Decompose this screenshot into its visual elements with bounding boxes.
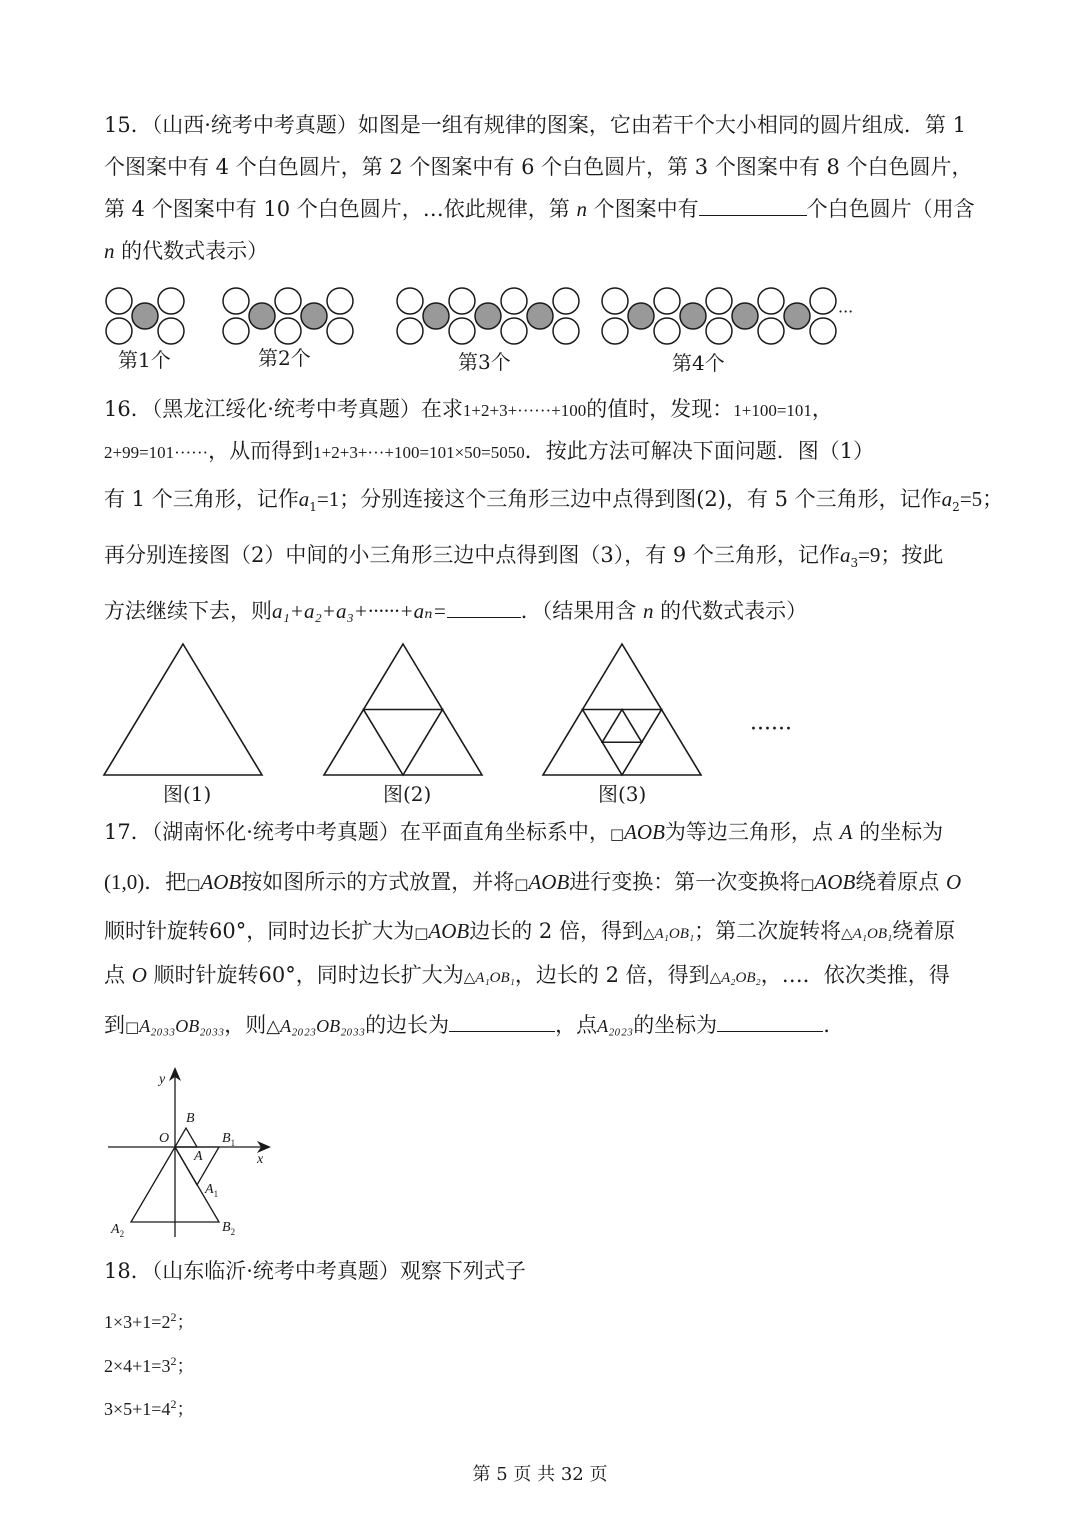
label-y: y (159, 1072, 166, 1087)
q17-line-4-a: 点 (104, 963, 132, 987)
pattern-caption-1: 第1个 (118, 348, 171, 372)
point-a: A (839, 820, 853, 844)
triangle-a2ob2: △A₂OB₂ (709, 970, 761, 986)
q16-line-3-b: ；分别连接这个三角形三边中点得到图(2)，有 5 个三角形，记作 (339, 487, 942, 511)
gray-circle (301, 303, 327, 329)
q16-line-2-a: ，从而得到 (208, 439, 314, 463)
white-circle (602, 288, 628, 314)
q17-line-1 (104, 817, 943, 849)
label-o: O (159, 1131, 170, 1146)
sum-pair-expression: 1+100=101 (733, 401, 812, 420)
q17-line-1-a: 17．（湖南怀化·统考中考真题）在平面直角坐标系中， (104, 820, 610, 844)
triangle-a2023ob2033: △A₂₀₂₃OB₂₀₃₃ (266, 1016, 366, 1036)
white-circle (758, 288, 784, 314)
white-circle (158, 318, 184, 344)
q16-line-5-c: 的代数式表示） (653, 599, 808, 623)
label-x: x (257, 1152, 264, 1167)
white-circle (223, 318, 249, 344)
q17-line-2-b: 按如图所示的方式放置，并将 (241, 870, 515, 894)
subscript: 1 (309, 500, 317, 515)
white-circle (449, 288, 475, 314)
q17-line-5-f: . (823, 1013, 830, 1037)
equation-text: 3×5+1=4 (104, 1399, 171, 1419)
page-footer: 第 5 页 共 32 页 (472, 1464, 608, 1485)
gray-circle (132, 303, 158, 329)
gray-circle (527, 303, 553, 329)
figure-3-inner-triangle (602, 710, 642, 743)
white-circle (654, 318, 680, 344)
triangle-symbol: □ (186, 875, 201, 893)
q17-line-3 (104, 916, 955, 949)
q16-line-3-a: 有 1 个三角形，记作 (104, 487, 299, 511)
white-circle (397, 318, 423, 344)
white-circle (158, 288, 184, 314)
triangle-aob: AOB (200, 870, 242, 894)
white-circle (275, 288, 301, 314)
pattern-caption-3: 第3个 (458, 350, 511, 374)
q16-line-1-b: 的值时，发现： (586, 397, 734, 421)
q16-line-4 (104, 540, 943, 578)
q17-line-1-b: 为等边三角形，点 (664, 820, 840, 844)
q15-line-4 (104, 236, 268, 266)
q18-equation-1 (104, 1302, 194, 1337)
q15-line-3-c: 个白色圆片（用含 (806, 197, 975, 221)
value: =1 (316, 487, 340, 511)
triangle-a1ob1: △A₁OB₁ (642, 926, 695, 942)
q17-line-4-c: ，边长的 2 倍，得到 (514, 963, 710, 987)
pattern-caption-4: 第4个 (672, 351, 725, 375)
q16-line-2-b: ．按此方法可解决下面问题．图（1） (524, 439, 875, 463)
q17-line-5-a: 到 (104, 1013, 125, 1037)
var-n: n (576, 197, 587, 221)
q18-equation-2 (104, 1346, 194, 1381)
white-circle (449, 318, 475, 344)
exponent: 2 (170, 1397, 177, 1411)
q17-line-3-a: 顺时针旋转60°，同时边长扩大为 (104, 919, 415, 943)
triangle-aob: AOB (428, 919, 470, 943)
gray-circle (732, 303, 758, 329)
answer-blank-side-length (449, 1013, 555, 1032)
q18-line-1: 18．（山东临沂·统考中考真题）观察下列式子 (104, 1259, 526, 1283)
q15-line-4-b: 的代数式表示） (114, 239, 269, 263)
q17-line-5-c: 的边长为 (365, 1013, 450, 1037)
triangle-a1ob1: △A₁OB₁ (463, 970, 515, 986)
triangle-figures (100, 640, 820, 780)
white-circle (654, 288, 680, 314)
gray-circle (680, 303, 706, 329)
equation-text: 2×4+1=3 (104, 1356, 171, 1376)
value: =5 (959, 487, 983, 511)
exponent: 2 (170, 1310, 177, 1324)
q15-line-2: 个图案中有 4 个白色圆片，第 2 个图案中有 6 个白色圆片，第 3 个图案中有 8 个白色圆片， (104, 155, 973, 179)
q16-line-5-a: 方法继续下去，则 (104, 599, 272, 623)
gray-circle (249, 303, 275, 329)
point-o: O (945, 870, 962, 894)
q17-line-2 (104, 867, 961, 899)
triangle-a2033ob2033: A₂₀₃₃OB₂₀₃₃ (139, 1016, 225, 1036)
triangle-symbol: □ (800, 875, 815, 893)
q17-line-3-d: 绕着原 (892, 919, 956, 943)
white-circle (706, 318, 732, 344)
white-circle (810, 318, 836, 344)
q17-line-5-e: 的坐标为 (633, 1013, 718, 1037)
figure-caption-2: 图(2) (383, 782, 432, 806)
q16-line-1-c: ， (811, 397, 833, 421)
white-circle (106, 288, 132, 314)
q16-line-2 (104, 436, 874, 468)
q17-line-4-b: 顺时针旋转60°，同时边长扩大为 (146, 963, 464, 987)
label-b: B (186, 1111, 195, 1126)
label-a: A (194, 1149, 203, 1164)
figure-1-triangle (104, 644, 262, 775)
pattern-caption-2: 第2个 (258, 346, 311, 370)
subscript: 3 (850, 556, 859, 571)
circle-pattern-figure (100, 283, 860, 353)
q15-line-1: 15．（山西·统考中考真题）如图是一组有规律的图案，它由若干个大小相同的圆片组成．第 1 (104, 113, 966, 137)
point-o: O (131, 963, 147, 987)
triangle-aob-shape (175, 1128, 197, 1147)
label-b1: $B_1$ (222, 1131, 236, 1148)
q17-line-2-c: 进行变换：第一次变换将 (569, 870, 801, 894)
answer-blank (447, 599, 521, 618)
gray-circle (628, 303, 654, 329)
q15-line-3-b: 个图案中有 (586, 197, 699, 221)
white-circle (553, 318, 579, 344)
gray-circle (784, 303, 810, 329)
gray-circle (475, 303, 501, 329)
total-expression: 1+2+3+···+100=101×50=5050 (313, 443, 525, 462)
exponent: 2 (170, 1354, 177, 1368)
triangle-symbol: □ (125, 1018, 140, 1036)
gray-circle (423, 303, 449, 329)
white-circle (327, 288, 353, 314)
sum-expression: 1+2+3+······+100 (462, 401, 587, 420)
q17-line-5 (104, 1010, 830, 1042)
coordinate: (1,0) (104, 870, 145, 894)
var-a: a (941, 487, 953, 511)
sequence-sum: a₁+a₂+a₃+······+aₙ= (272, 599, 447, 623)
q16-line-1-a: 16．（黑龙江绥化·统考中考真题）在求 (104, 397, 463, 421)
var-a: a (839, 543, 851, 567)
triangle-ellipsis: ······ (750, 717, 792, 742)
white-circle (397, 288, 423, 314)
triangle-aob: AOB (528, 870, 570, 894)
q17-line-4-d: ，…．依次类推，得 (760, 963, 950, 987)
pair-expression: 2+99=101······ (104, 443, 209, 462)
q17-line-3-b: 边长的 2 倍，得到 (469, 919, 643, 943)
q15-line-3-a: 第 4 个图案中有 10 个白色圆片，…依此规律，第 (104, 197, 577, 221)
white-circle (706, 288, 732, 314)
q17-line-4 (104, 960, 950, 993)
triangle-aob: AOB (814, 870, 856, 894)
answer-blank (699, 197, 807, 216)
q16-line-1 (104, 394, 833, 426)
white-circle (106, 318, 132, 344)
white-circle (223, 288, 249, 314)
semicolon: ； (176, 1399, 195, 1419)
label-a2: $A_2$ (111, 1222, 125, 1239)
white-circle (758, 318, 784, 344)
white-circle (602, 318, 628, 344)
q17-line-5-d: ，点 (555, 1013, 598, 1037)
white-circle (810, 288, 836, 314)
triangle-symbol: □ (414, 924, 429, 942)
white-circle (327, 318, 353, 344)
q17-line-2-d: 绕着原点 (855, 870, 946, 894)
answer-blank-coordinate (717, 1013, 823, 1032)
subscript: 2 (952, 500, 960, 515)
value: =9 (858, 543, 881, 567)
q17-line-3-c: ；第二次旋转将 (694, 919, 842, 943)
semicolon: ； (176, 1312, 195, 1332)
pattern-ellipsis: ··· (838, 302, 854, 321)
q17-line-5-b: ，则 (224, 1013, 267, 1037)
white-circle (501, 318, 527, 344)
q16-line-4-b: ；按此 (880, 543, 944, 567)
q15-line-3 (104, 194, 975, 224)
triangle-a1ob1: △A₁OB₁ (841, 926, 893, 942)
triangle-symbol: □ (514, 875, 529, 893)
coordinate-figure (105, 1065, 305, 1245)
figure-caption-1: 图(1) (163, 782, 212, 806)
semicolon: ； (176, 1356, 195, 1376)
triangle-aob: AOB (624, 820, 665, 844)
var-n: n (642, 599, 654, 623)
point-a2023: A₂₀₂₃ (597, 1016, 634, 1036)
white-circle (275, 318, 301, 344)
label-b2: $B_2$ (222, 1220, 236, 1237)
q16-line-5-b: ．（结果用含 (520, 599, 643, 623)
var-a: a (298, 487, 310, 511)
q16-line-3-c: ； (982, 487, 1004, 511)
label-a1: $A_1$ (205, 1182, 219, 1199)
white-circle (553, 288, 579, 314)
q17-line-1-c: 的坐标为 (852, 820, 944, 844)
q16-line-3 (104, 484, 1003, 522)
q16-line-5 (104, 596, 807, 626)
q18-equation-3 (104, 1389, 194, 1424)
triangle-symbol: □ (609, 825, 625, 843)
q16-line-4-a: 再分别连接图（2）中间的小三角形三边中点得到图（3），有 9 个三角形，记作 (104, 543, 840, 567)
white-circle (501, 288, 527, 314)
q17-line-2-a: ．把 (144, 870, 187, 894)
figure-2-mid-triangle (364, 710, 443, 776)
equation-text: 1×3+1=2 (104, 1312, 171, 1332)
var-n: n (104, 239, 115, 263)
figure-caption-3: 图(3) (598, 782, 647, 806)
